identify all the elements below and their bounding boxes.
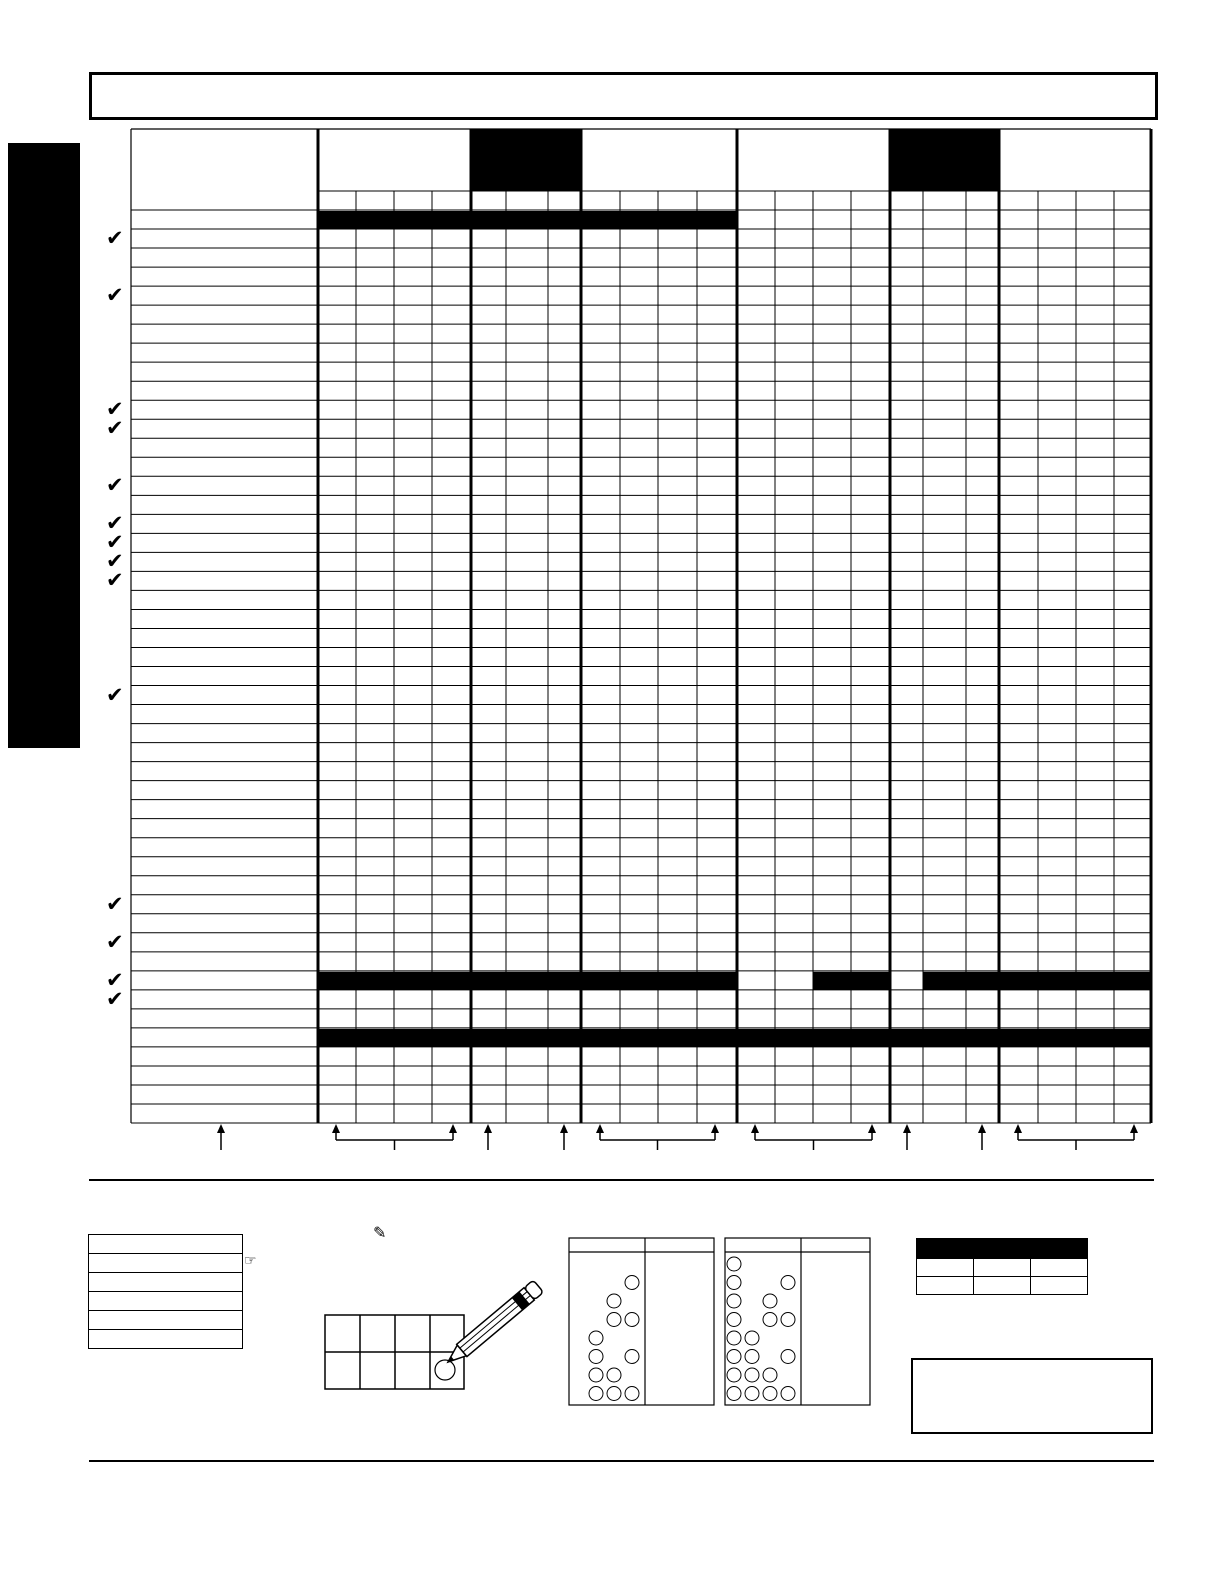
check-mark-icon: ✔ [106, 929, 124, 954]
answer-bubble [727, 1350, 741, 1364]
answer-bubble [607, 1294, 621, 1308]
answer-bubble [745, 1387, 759, 1401]
answer-bubble [781, 1350, 795, 1364]
check-mark-icon: ✔ [106, 473, 124, 498]
answer-bubble [727, 1294, 741, 1308]
answer-bubble [745, 1331, 759, 1345]
note-box [911, 1358, 1153, 1434]
answer-bubble [763, 1313, 777, 1327]
answer-bubble [763, 1387, 777, 1401]
check-mark-icon: ✔ [106, 416, 124, 441]
answer-bubble [589, 1350, 603, 1364]
answer-bubble [727, 1276, 741, 1290]
answer-bubble [589, 1387, 603, 1401]
answer-bubble [727, 1313, 741, 1327]
answer-bubble [625, 1387, 639, 1401]
legend-table [916, 1238, 1088, 1295]
answer-bubble [625, 1313, 639, 1327]
answer-bubble [763, 1368, 777, 1382]
check-mark-icon: ✔ [106, 891, 124, 916]
check-mark-icon: ✔ [106, 967, 124, 992]
check-mark-icon: ✔ [106, 568, 124, 593]
check-mark-icon: ✔ [106, 511, 124, 536]
pencil-illustration [443, 1280, 544, 1368]
bubble-example-right [725, 1238, 870, 1405]
answer-bubble [781, 1276, 795, 1290]
check-mark-icon: ✔ [106, 549, 124, 574]
answer-bubble [781, 1313, 795, 1327]
example-grid [325, 1315, 464, 1389]
answer-bubble [625, 1350, 639, 1364]
answer-bubble [607, 1313, 621, 1327]
check-mark-icon: ✔ [106, 986, 124, 1011]
answer-bubble [607, 1387, 621, 1401]
hand-pointer-icon: ☞ [244, 1253, 257, 1269]
check-mark-icon: ✔ [106, 226, 124, 251]
check-mark-icon: ✔ [106, 530, 124, 555]
answer-bubble [607, 1368, 621, 1382]
answer-bubble [727, 1257, 741, 1271]
answer-bubble [625, 1276, 639, 1290]
answer-bubble [589, 1368, 603, 1382]
answer-bubble [727, 1368, 741, 1382]
check-mark-icon: ✔ [106, 397, 124, 422]
answer-bubble [727, 1387, 741, 1401]
answer-bubble [727, 1331, 741, 1345]
pencil-icon: ✎ [373, 1223, 387, 1242]
answer-bubble [745, 1350, 759, 1364]
answer-bubble [589, 1331, 603, 1345]
answer-bubble [781, 1387, 795, 1401]
answer-bubble [745, 1368, 759, 1382]
check-mark-icon: ✔ [106, 283, 124, 308]
check-mark-icon: ✔ [106, 682, 124, 707]
answer-bubble [763, 1294, 777, 1308]
bubble-example-left [569, 1238, 714, 1405]
